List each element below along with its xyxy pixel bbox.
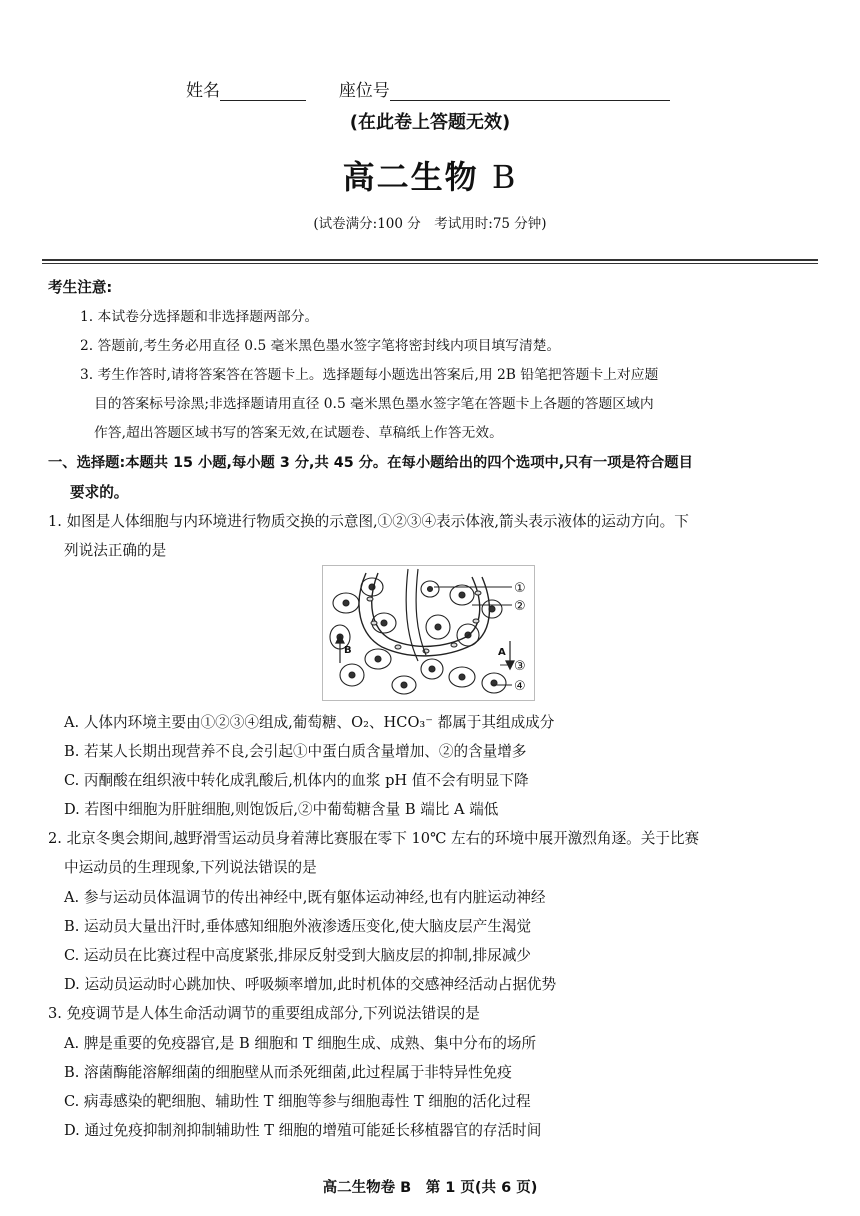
student-info-row bbox=[186, 76, 670, 101]
name-label: 姓名 bbox=[186, 81, 220, 101]
label-b: B bbox=[344, 645, 352, 656]
section-heading-cont: 要求的。 bbox=[70, 484, 129, 501]
question-2-option-b: B. 运动员大量出汗时,垂体感知细胞外液渗透压变化,使大脑皮层产生渴觉 bbox=[64, 918, 532, 935]
section-heading: 一、选择题:本题共 15 小题,每小题 3 分,共 45 分。在每小题给出的四个选项中,只有一项是符合题目 bbox=[48, 455, 693, 471]
page-title bbox=[0, 152, 860, 198]
question-1-option-a: A. 人体内环境主要由①②③④组成,葡萄糖、O₂、HCO₃⁻ 都属于其组成成分 bbox=[64, 714, 555, 731]
title-letter: B bbox=[491, 158, 518, 196]
exam-subtitle: (试卷满分:100 分 考试用时:75 分钟) bbox=[313, 216, 547, 232]
title-text: 高二生物 bbox=[342, 158, 479, 196]
question-3-option-d: D. 通过免疫抑制剂抑制辅助性 T 细胞的增殖可能延长移植器官的存活时间 bbox=[64, 1122, 542, 1139]
question-3-option-c: C. 病毒感染的靶细胞、辅助性 T 细胞等参与细胞毒性 T 细胞的活化过程 bbox=[64, 1093, 531, 1110]
question-2-option-c: C. 运动员在比赛过程中高度紧张,排尿反射受到大脑皮层的抑制,排尿减少 bbox=[64, 947, 532, 964]
seat-blank bbox=[390, 82, 670, 101]
question-2-option-d: D. 运动员运动时心跳加快、呼吸频率增加,此时机体的交感神经活动占据优势 bbox=[64, 976, 557, 993]
question-3-stem: 3. 免疫调节是人体生命活动调节的重要组成部分,下列说法错误的是 bbox=[48, 1005, 480, 1022]
label-1: ① bbox=[514, 581, 526, 596]
label-a: A bbox=[498, 647, 506, 658]
question-1-option-d: D. 若图中细胞为肝脏细胞,则饱饭后,②中葡萄糖含量 B 端比 A 端低 bbox=[64, 801, 499, 818]
question-3-option-b: B. 溶菌酶能溶解细菌的细胞壁从而杀死细菌,此过程属于非特异性免疫 bbox=[64, 1064, 512, 1081]
label-3: ③ bbox=[514, 659, 526, 674]
divider-thin bbox=[42, 263, 818, 264]
instruction-item: 目的答案标号涂黑;非选择题请用直径 0.5 毫米黑色墨水签字笔在答题卡上各题的答题区域内 bbox=[94, 396, 654, 412]
page-footer: 高二生物卷 B 第 1 页(共 6 页) bbox=[322, 1180, 538, 1196]
question-1-option-c: C. 丙酮酸在组织液中转化成乳酸后,机体内的血浆 pH 值不会有明显下降 bbox=[64, 772, 529, 789]
instruction-item: 1. 本试卷分选择题和非选择题两部分。 bbox=[80, 309, 319, 325]
seat-label: 座位号 bbox=[338, 81, 390, 101]
name-blank bbox=[220, 82, 306, 101]
question-2-option-a: A. 参与运动员体温调节的传出神经中,既有躯体运动神经,也有内脏运动神经 bbox=[64, 889, 546, 906]
question-2-stem-cont: 中运动员的生理现象,下列说法错误的是 bbox=[64, 859, 317, 876]
instruction-item: 2. 答题前,考生务必用直径 0.5 毫米黑色墨水签字笔将密封线内项目填写清楚。 bbox=[80, 338, 561, 354]
instruction-item: 作答,超出答题区域书写的答案无效,在试题卷、草稿纸上作答无效。 bbox=[94, 425, 503, 441]
invalid-answer-notice: (在此卷上答题无效) bbox=[349, 112, 511, 133]
body-fluid-exchange-diagram bbox=[322, 565, 540, 701]
label-4: ④ bbox=[514, 679, 526, 694]
question-1-stem-cont: 列说法正确的是 bbox=[64, 542, 167, 559]
question-1-option-b: B. 若某人长期出现营养不良,会引起①中蛋白质含量增加、②的含量增多 bbox=[64, 743, 527, 760]
instructions-heading: 考生注意: bbox=[48, 279, 113, 296]
label-2: ② bbox=[514, 599, 526, 614]
question-3-option-a: A. 脾是重要的免疫器官,是 B 细胞和 T 细胞生成、成熟、集中分布的场所 bbox=[64, 1035, 537, 1052]
question-1-stem: 1. 如图是人体细胞与内环境进行物质交换的示意图,①②③④表示体液,箭头表示液体的运动方向。下 bbox=[48, 513, 689, 530]
question-2-stem: 2. 北京冬奥会期间,越野滑雪运动员身着薄比赛服在零下 10℃ 左右的环境中展开激烈角逐。关于比赛 bbox=[48, 830, 700, 847]
instruction-item: 3. 考生作答时,请将答案答在答题卡上。选择题每小题选出答案后,用 2B 铅笔把答题卡上对应题 bbox=[80, 367, 659, 383]
divider-thick bbox=[42, 259, 818, 261]
